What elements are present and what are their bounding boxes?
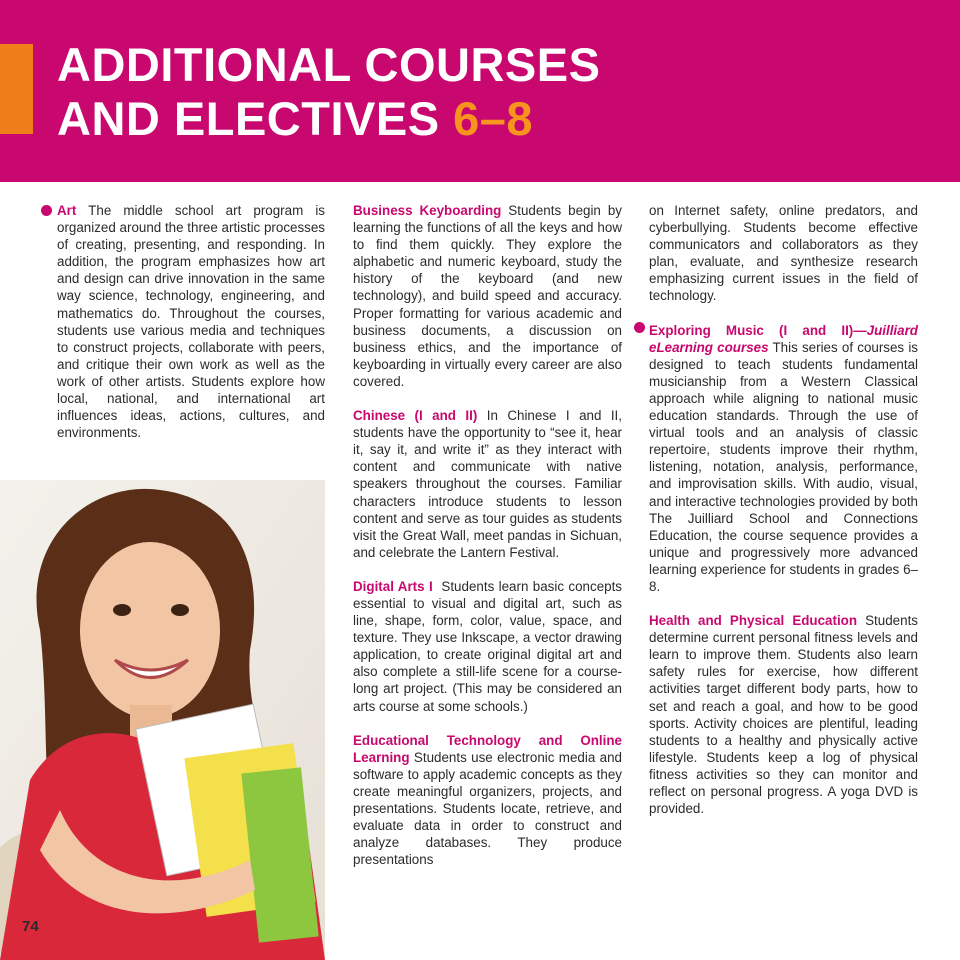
music-bullet-icon	[634, 322, 645, 333]
art-bullet-icon	[41, 205, 52, 216]
digital-arts-body: Students learn basic concepts essential to visual and digital art, such as line, shape, form, color, value, space, and texture. They use Inkscape, a vector drawing application, to create original digital art and also complete a still-life scene for a course-long art project. (This may be considered an arts course at some schools.)	[353, 578, 626, 714]
title-line-1: ADDITIONAL COURSES	[57, 38, 601, 91]
student-photo	[0, 480, 325, 960]
business-keyboarding-body: Students begin by learning the functions of all the keys and how to find them quickly. They explore the alphabetic and numeric keyboard, study the history of the keyboard (and new technology), and build speed and accuracy. Proper formatting for various academic and business documents, a discussion on business ethics, and the importance of keyboarding in virtually every career are also covered.	[353, 203, 622, 389]
chinese-section	[353, 407, 622, 561]
educational-technology-section	[353, 732, 622, 869]
title-line-2-text: AND ELECTIVES	[57, 92, 440, 145]
header-accent-bar	[0, 44, 33, 134]
art-body: The middle school art program is organized around the three artistic processes of creating, presenting, and responding. In addition, the program emphasizes how art and design can drive innovation in the same way science, technology, engineering, and mathematics do. Throughout the courses, students use various media and techniques to construct projects, collaborate with peers, and critique their own work as well as the work of other artists. Students explore how local, national, and international art influences ideas, actions, cultures, and environments.	[57, 203, 325, 441]
exploring-music-body: This series of courses is designed to teach students fundamental musicianship from a Western Classical approach while aligning to national music education standards. Through the use of virtual tools and an analysis of classic repertoire, students improve their rhythm, listening, notation, analysis, performance, and improvisation skills. With audio, visual, and interactive technologies provided by both The Juilliard School and Connections Education, the course sequence provides a unique and progressively more advanced learning experience for students in grades 6–8.	[649, 339, 918, 594]
digital-arts-section	[353, 578, 626, 715]
health-pe-body: Students determine current personal fitness levels and learn to improve them. Students also learn safety rules for exercise, how different activities target different body parts, how to set and reach a goal, and how to be good sports. Activity choices are plentiful, leading students to a healthy and physically active lifestyle. Students keep a log of physical fitness activities so they can monitor and reflect on personal progress. A yoga DVD is provided.	[649, 613, 918, 817]
chinese-body: In Chinese I and II, students have the opportunity to “see it, hear it, say it, and write it” as they interact with content and communicate with native speakers throughout the courses. Familiar characters introduce students to lesson content and serve as tour guides as students visit the Great Wall, meet pandas in Sichuan, and celebrate the Lantern Festival.	[353, 408, 623, 560]
educational-technology-continued: on Internet safety, online predators, and cyberbullying. Students become effective communicators and collaborators as they plan, evaluate, and synthesize research emphasizing current issues in the field of technology.	[649, 203, 918, 304]
column-3	[649, 202, 918, 834]
student-photo-icon	[0, 480, 325, 960]
art-section	[57, 202, 325, 441]
exploring-music-section	[649, 322, 918, 596]
educational-technology-heading: Educational Technology and Online Learning	[353, 732, 622, 765]
art-heading: Art	[57, 203, 77, 218]
health-pe-heading: Health and Physical Education	[649, 613, 858, 629]
exploring-music-heading-italic: Juilliard eLearning courses	[649, 322, 918, 355]
exploring-music-heading: Exploring Music (I and II)—	[649, 322, 867, 338]
business-keyboarding-heading: Business Keyboarding	[353, 203, 502, 218]
title-grade-range: 6–8	[453, 92, 534, 145]
page-title	[57, 38, 600, 146]
chinese-heading: Chinese (I and II)	[353, 408, 478, 424]
educational-technology-body: Students use electronic media and software to apply academic concepts as they create meaningful organizers, projects, and presentations. Students locate, retrieve, and evaluate data in order to construct and analyze databases. They produce presentations	[353, 749, 622, 868]
page-number: 74	[22, 918, 39, 935]
digital-arts-heading: Digital Arts I	[353, 578, 433, 594]
column-2	[353, 202, 626, 885]
column-1	[57, 202, 325, 458]
title-line-2	[57, 92, 600, 146]
page-header	[0, 0, 960, 182]
health-pe-section	[649, 612, 918, 817]
business-keyboarding-section	[353, 202, 622, 390]
